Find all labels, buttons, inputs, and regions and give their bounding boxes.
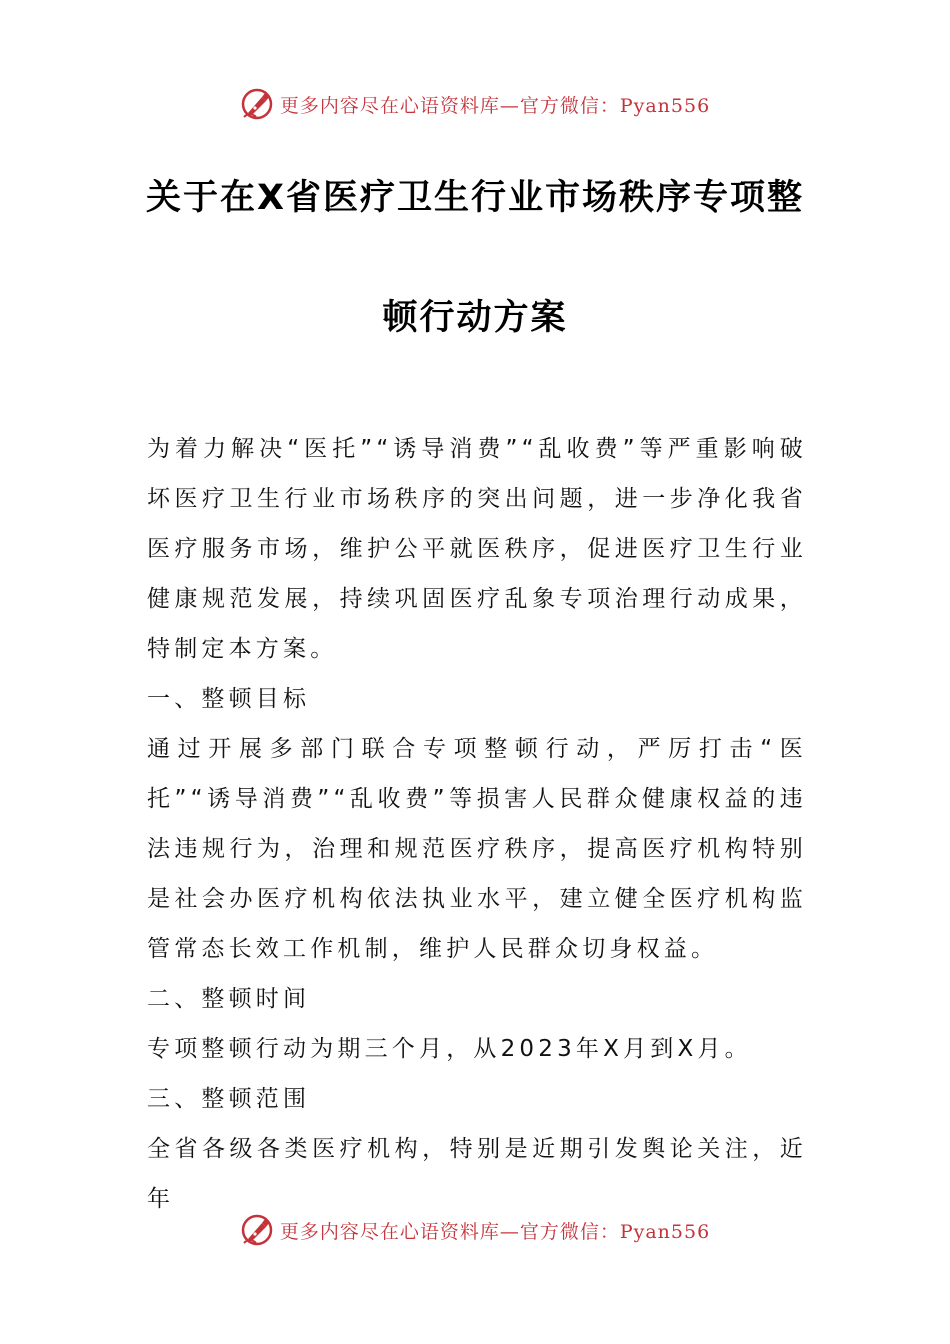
time-paragraph: 专项整顿行动为期三个月，从2023年X月到X月。	[147, 1036, 752, 1062]
section-heading-goals: 一、整顿目标	[147, 686, 311, 712]
section-heading-scope: 三、整顿范围	[147, 1086, 311, 1112]
intro-paragraph: 为着力解决“医托”“诱导消费”“乱收费”等严重影响破坏医疗卫生行业市场秩序的突出问题，进一步净化我省医疗服务市场，维护公平就医秩序，促进医疗卫生行业健康规范发展，持续巩固医疗乱象专项治理行动成果，特制定本方案。	[147, 436, 807, 662]
pen-nib-logo-icon	[240, 1213, 274, 1247]
goals-paragraph: 通过开展多部门联合专项整顿行动，严厉打击“医托”“诱导消费”“乱收费”等损害人民群众健康权益的违法违规行为，治理和规范医疗秩序，提高医疗机构特别是社会办医疗机构依法执业水平，建立健全医疗机构监管常态长效工作机制，维护人民群众切身权益。	[147, 736, 807, 962]
watermark-text: 更多内容尽在心语资料库—官方微信：Pyan556	[279, 1220, 711, 1243]
pen-nib-logo-icon	[240, 87, 274, 121]
document-title-line-1: 关于在X省医疗卫生行业市场秩序专项整	[146, 178, 804, 218]
watermark-banner-bottom	[0, 1210, 950, 1250]
scope-paragraph: 全省各级各类医疗机构，特别是近期引发舆论关注，近年	[147, 1136, 807, 1212]
section-heading-time: 二、整顿时间	[147, 986, 311, 1012]
document-body	[147, 424, 807, 1224]
document-title-line-2: 顿行动方案	[382, 298, 568, 338]
watermark-banner-top	[0, 84, 950, 124]
watermark-text: 更多内容尽在心语资料库—官方微信：Pyan556	[279, 94, 711, 117]
